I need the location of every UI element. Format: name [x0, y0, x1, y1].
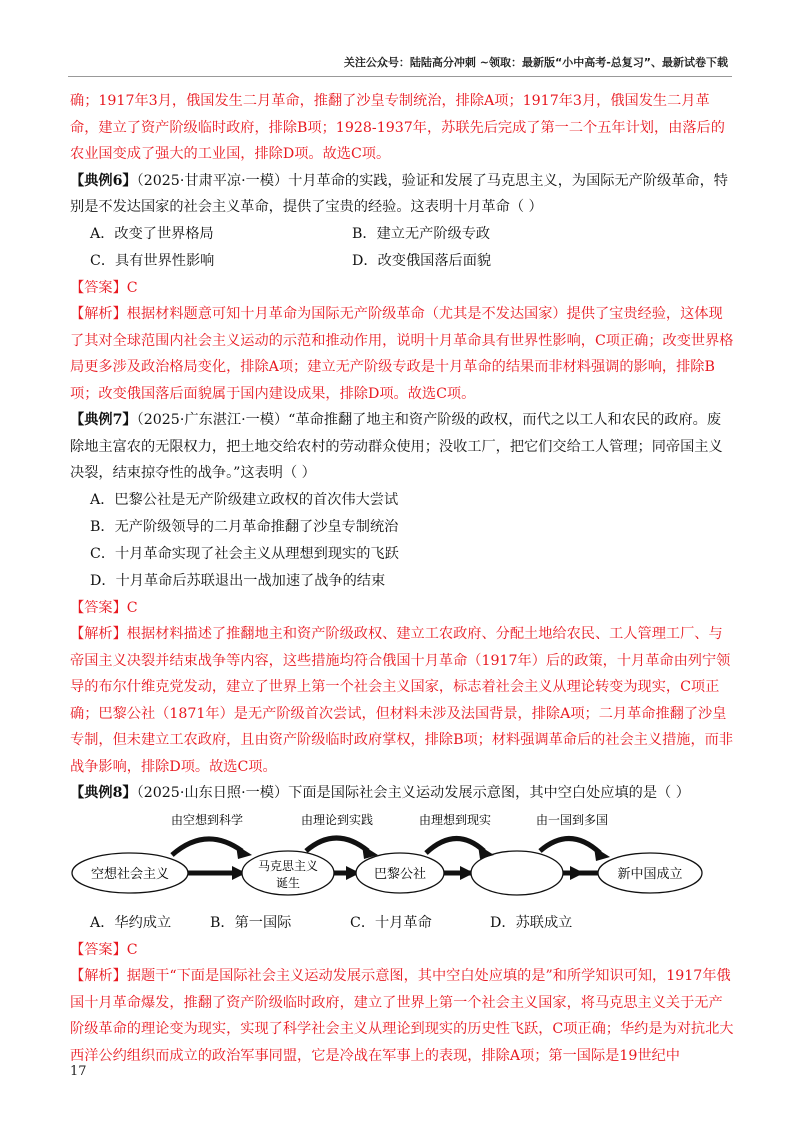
- question-7-analysis: [70, 621, 734, 780]
- node-label: 空想社会主义: [90, 866, 170, 882]
- question-6-option-d: D．改变俄国落后面貌: [352, 252, 492, 269]
- question-6-answer: [70, 275, 734, 302]
- page-content: [70, 88, 734, 1069]
- question-6-options: [90, 221, 734, 275]
- question-6-option-c: C．具有世界性影响: [90, 252, 215, 269]
- question-8-options: [90, 909, 734, 937]
- question-7-option-d: D．十月革命后苏联退出一战加速了战争的结束: [90, 572, 386, 589]
- analysis-label: 【解析】: [70, 306, 127, 322]
- socialism-development-diagram: [70, 811, 734, 909]
- arrow-label: 由空想到科学: [170, 812, 244, 827]
- question-7-answer: [70, 595, 734, 622]
- node-label: 新中国成立: [617, 866, 683, 882]
- question-6-text: （2025·甘肃平凉·一模）十月革命的实践，验证和发展了马克思主义，为国际无产阶级革命，特别是不发达国家的社会主义革命，提供了宝贵的经验。这表明十月革命（ ）: [70, 172, 728, 215]
- node-label: 巴黎公社: [373, 866, 427, 882]
- question-8-option-b: B．第一国际: [210, 914, 292, 931]
- header-divider: [68, 76, 732, 77]
- question-8-analysis: [70, 963, 734, 1069]
- node-label: 马克思主义: [257, 858, 319, 873]
- arrow-label: 由一国到多国: [535, 812, 609, 827]
- question-6-stem: [70, 168, 734, 221]
- question-8-tag: 【典例8】: [70, 785, 137, 801]
- question-6-analysis: [70, 301, 734, 407]
- analysis-text: 据题干“下面是国际社会主义运动发展示意图，其中空白处应填的是”和所学知识可知，1917年俄国十月革命爆发，推翻了资产阶级临时政府，建立了世界上第一个社会主义国家，将马克思主义关于无产阶级革命的理论变为现实，实现了科学社会主义从理论到现实的历史性飞跃，C项正确；华约是为对抗北大西洋公约组织而成立的政治军事同盟，它是冷战在军事上的表现，排除A项；第一国际是19世纪中: [70, 968, 734, 1064]
- page-header: 关注公众号：陆陆高分冲刺 ~领取：最新版“小中高考-总复习”、最新试卷下载: [343, 56, 728, 69]
- analysis-label: 【解析】: [70, 626, 127, 642]
- question-6-tag: 【典例6】: [70, 172, 137, 189]
- question-7-tag: 【典例7】: [70, 412, 137, 428]
- analysis-label: 【解析】: [70, 968, 127, 984]
- previous-analysis-continued: 确；1917年3月，俄国发生二月革命，推翻了沙皇专制统治，排除A项；1917年3月，俄国发生二月革命，建立了资产阶级临时政府，排除B项；1928-1937年，苏联先后完成了第一二个五年计划，由落后的农业国变成了强大的工业国，排除D项。故选C项。: [70, 93, 725, 162]
- question-6-option-b: B．建立无产阶级专政: [352, 225, 491, 242]
- curved-arrow: [426, 838, 484, 853]
- curved-arrowhead-icon: [236, 845, 252, 859]
- answer-value: C: [126, 279, 138, 296]
- analysis-text: 根据材料描述了推翻地主和资产阶级政权、建立工农政府、分配土地给农民、工人管理工厂、与帝国主义决裂并结束战争等内容，这些措施均符合俄国十月革命（1917年）后的政策，十月革命由列宁领导的布尔什维克党发动，建立了世界上第一个社会主义国家，标志着社会主义从理论转变为现实，C项正确；巴黎公社（1871年）是无产阶级首次尝试，但材料未涉及法国背景，排除A项；二月革命推翻了沙皇专制，但未建立工农政府，且由资产阶级临时政府掌权，排除B项；材料强调革命后的社会主义措施，而非战争影响，排除D项。故选C项。: [70, 626, 734, 775]
- arrow-label: 由理论到实践: [300, 812, 374, 827]
- answer-value: C: [126, 599, 138, 616]
- question-8-option-d: D．苏联成立: [490, 914, 573, 931]
- answer-label: 【答案】: [70, 941, 127, 958]
- curved-arrow: [540, 838, 600, 853]
- question-7-option-c: C．十月革命实现了社会主义从理想到现实的飞跃: [90, 545, 399, 562]
- question-8-answer: [70, 937, 734, 964]
- arrow-label: 由理想到现实: [418, 812, 492, 827]
- node-label: 诞生: [275, 875, 301, 890]
- curved-arrowhead-icon: [594, 847, 610, 861]
- answer-label: 【答案】: [70, 599, 127, 616]
- question-8-stem: [70, 780, 734, 807]
- answer-label: 【答案】: [70, 279, 127, 296]
- question-7-option-a: A．巴黎公社是无产阶级建立政权的首次伟大尝试: [90, 491, 399, 508]
- curved-arrow: [172, 838, 242, 854]
- question-6-option-a: A．改变了世界格局: [90, 225, 214, 242]
- question-7-option-b: B．无产阶级领导的二月革命推翻了沙皇专制统治: [90, 518, 399, 535]
- curved-arrow: [306, 838, 368, 851]
- flow-arrowhead-icon: [570, 866, 584, 880]
- question-7-text: （2025·广东湛江·一模）“革命推翻了地主和资产阶级的政权，而代之以工人和农民的政府。废除地主富农的无限权力，把土地交给农村的劳动群众使用；没收工厂，把它们交给工人管理；同帝国主义决裂，结束掠夺性的战争。”这表明（ ）: [70, 412, 723, 481]
- answer-value: C: [126, 941, 138, 958]
- question-8-text: （2025·山东日照·一模）下面是国际社会主义运动发展示意图，其中空白处应填的是（ ）: [136, 785, 690, 801]
- question-8-option-c: C．十月革命: [350, 914, 432, 931]
- page-number: 17: [70, 1064, 87, 1079]
- diagram-svg: [70, 811, 734, 909]
- analysis-text: 根据材料题意可知十月革命为国际无产阶级革命（尤其是不发达国家）提供了宝贵经验，这体现了其对全球范围内社会主义运动的示范和推动作用，说明十月革命具有世界性影响，C项正确；改变世界格局更多涉及政治格局变化，排除A项；建立无产阶级专政是十月革命的结果而非材料强调的影响，排除B项；改变俄国落后面貌属于国内建设成果，排除D项。故选C项。: [70, 306, 734, 402]
- question-7-stem: [70, 407, 734, 487]
- question-8-option-a: A．华约成立: [90, 914, 172, 931]
